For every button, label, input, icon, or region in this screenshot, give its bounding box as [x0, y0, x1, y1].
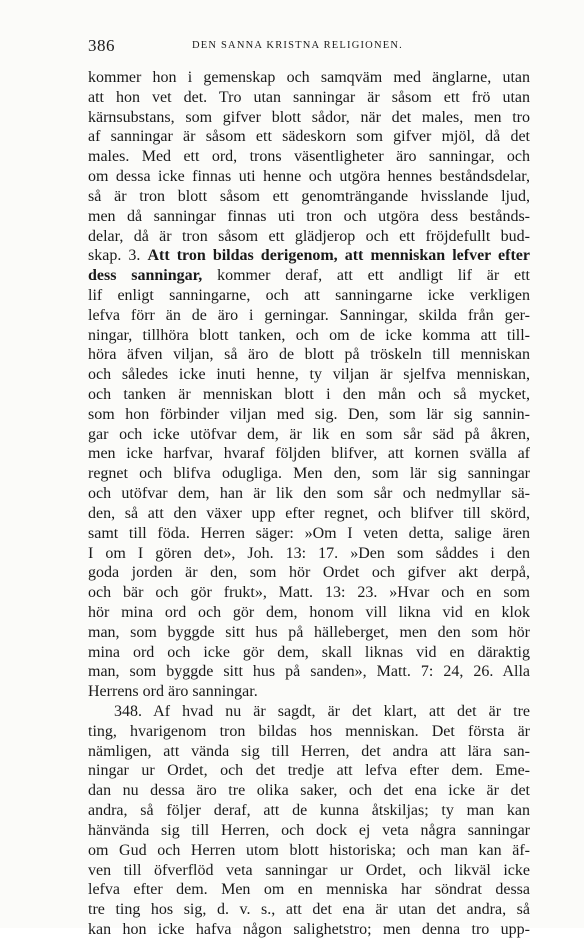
text-line: och bär och gör frukt», Matt. 13: 23. »Hvar och en som: [88, 584, 530, 602]
text-line: som hon förbinder viljan med sig. Den, som lär sig sannin-: [88, 405, 530, 423]
text-line: och således icke inuti henne, ty viljan är sjelfva menniskan,: [88, 366, 530, 384]
text-line: lefva efter dem. Men om en menniska har söndrat dessa: [88, 881, 530, 899]
text-line: tre ting hos sig, d. v. s., att det ena är utan det andra, så: [88, 901, 530, 919]
text-line: ting, hvarigenom tron bildas hos menniskan. Det första är: [88, 722, 530, 740]
text-line: af sanningar är såsom ett sädeskorn som gifver mjöl, då det: [88, 128, 530, 146]
text-line: men icke harfvar, hvaraf följden blifver, att kornen svälla af: [88, 445, 530, 463]
text-line: så är tron blott såsom ett genomträngande hvisslande ljud,: [88, 187, 530, 205]
text-line: kan hon icke hafva någon salighetstro; men denna tro upp-: [88, 920, 530, 938]
text-line-paragraph-start: 348. Af hvad nu är sagdt, är det klart, att det är tre: [114, 703, 530, 720]
text-line: och tanken är menniskan blott i den mån och så mycket,: [88, 386, 530, 403]
text-line: man, som byggde sitt hus på sanden», Matt. 7: 24, 26. Alla: [88, 663, 530, 681]
text-line: men då sanningar finnas uti tron och utgöra dess bestånds-: [88, 207, 530, 225]
text-line: regnet och blifva odugliga. Men den, som lär sig sanningar: [88, 465, 530, 483]
text-line-with-bold: [88, 246, 530, 266]
text-line-paragraph-end: Herrens ord äro sanningar.: [88, 683, 258, 701]
running-head: DEN SANNA KRISTNA RELIGIONEN.: [192, 40, 403, 51]
text-line: kommer hon i gemenskap och samqväm med änglarne, utan: [88, 69, 530, 86]
text-line: goda jorden är den, som hör Ordet och gifver akt derpå,: [88, 564, 530, 582]
text-line: andra, så följer deraf, att de kunna åtskiljas; ty man kan: [88, 802, 530, 820]
text-line: mina ord och icke gör dem, skall liknas vid en däraktig: [88, 643, 530, 661]
text-line: samt till föda. Herren säger: »Om I veten detta, salige ären: [88, 524, 530, 542]
text-fragment: kommer deraf, att ett andligt lif är ett: [202, 267, 530, 285]
text-line: gar och icke utöfvar dem, är lik en som sår säd på åkren,: [88, 425, 530, 443]
text-line: om dessa icke finnas uti henne och utgöra hennes beståndsdelar,: [88, 168, 530, 186]
body-text: [88, 68, 530, 940]
page-header: [88, 36, 528, 56]
text-line: den, så att den växer upp efter regnet, och blifver till skörd,: [88, 504, 530, 522]
text-line: man, som byggde sitt hus på hälleberget, men den som hör: [88, 623, 530, 641]
page-number: 386: [88, 36, 115, 55]
text-line: I om I gören det», Joh. 13: 17. »Den som såddes i den: [88, 544, 530, 562]
bold-section-heading-end: dess sanningar,: [88, 267, 203, 285]
text-line: lif enligt sanningarne, och att sanningarne icke verkligen: [88, 286, 530, 304]
text-line: kärnsubstans, som gifver blott sådor, när det males, men tro: [88, 108, 530, 126]
text-line: om Gud och Herren utom blott historiska; och man kan äf-: [88, 841, 530, 859]
text-line: ven till öfverflöd veta sanningar ur Ordet, och likväl icke: [88, 861, 530, 879]
text-line: att hon vet det. Tro utan sanningar är såsom ett frö utan: [88, 88, 530, 106]
text-line: höra äfven viljan, så äro de blott på tröskeln till menniskan: [88, 346, 530, 364]
text-line: males. Med ett ord, trons väsentligheter äro sanningar, och: [88, 148, 530, 166]
text-line: dan nu dessa äro tre olika saker, och det ena icke är det: [88, 782, 530, 800]
text-fragment: skap. 3.: [88, 247, 148, 265]
text-line: nämligen, att vända sig till Herren, det andra att lära san-: [88, 742, 530, 760]
text-line: hör mina ord och gör dem, honom vill likna vid en klok: [88, 603, 530, 621]
bold-section-heading: Att tron bildas derigenom, att menniskan lefver efter: [147, 247, 530, 265]
text-line: lefva förr än de äro i gerningar. Sanningar, skilda från ger-: [88, 306, 530, 324]
text-line: ningar ur Ordet, och det tredje att lefva efter dem. Eme-: [88, 762, 530, 780]
text-line: delar, då är tron såsom ett glädjerop och ett fröjdefullt bud-: [88, 227, 530, 245]
text-line: och utöfvar dem, han är lik den som sår och nedmyllar sä-: [88, 485, 530, 503]
text-line: ningar, tillhöra blott tanken, och om de icke komma att till-: [88, 326, 530, 344]
text-line: hänvända sig till Herren, och dock ej veta några sanningar: [88, 821, 530, 839]
text-line-with-bold: [88, 266, 530, 286]
